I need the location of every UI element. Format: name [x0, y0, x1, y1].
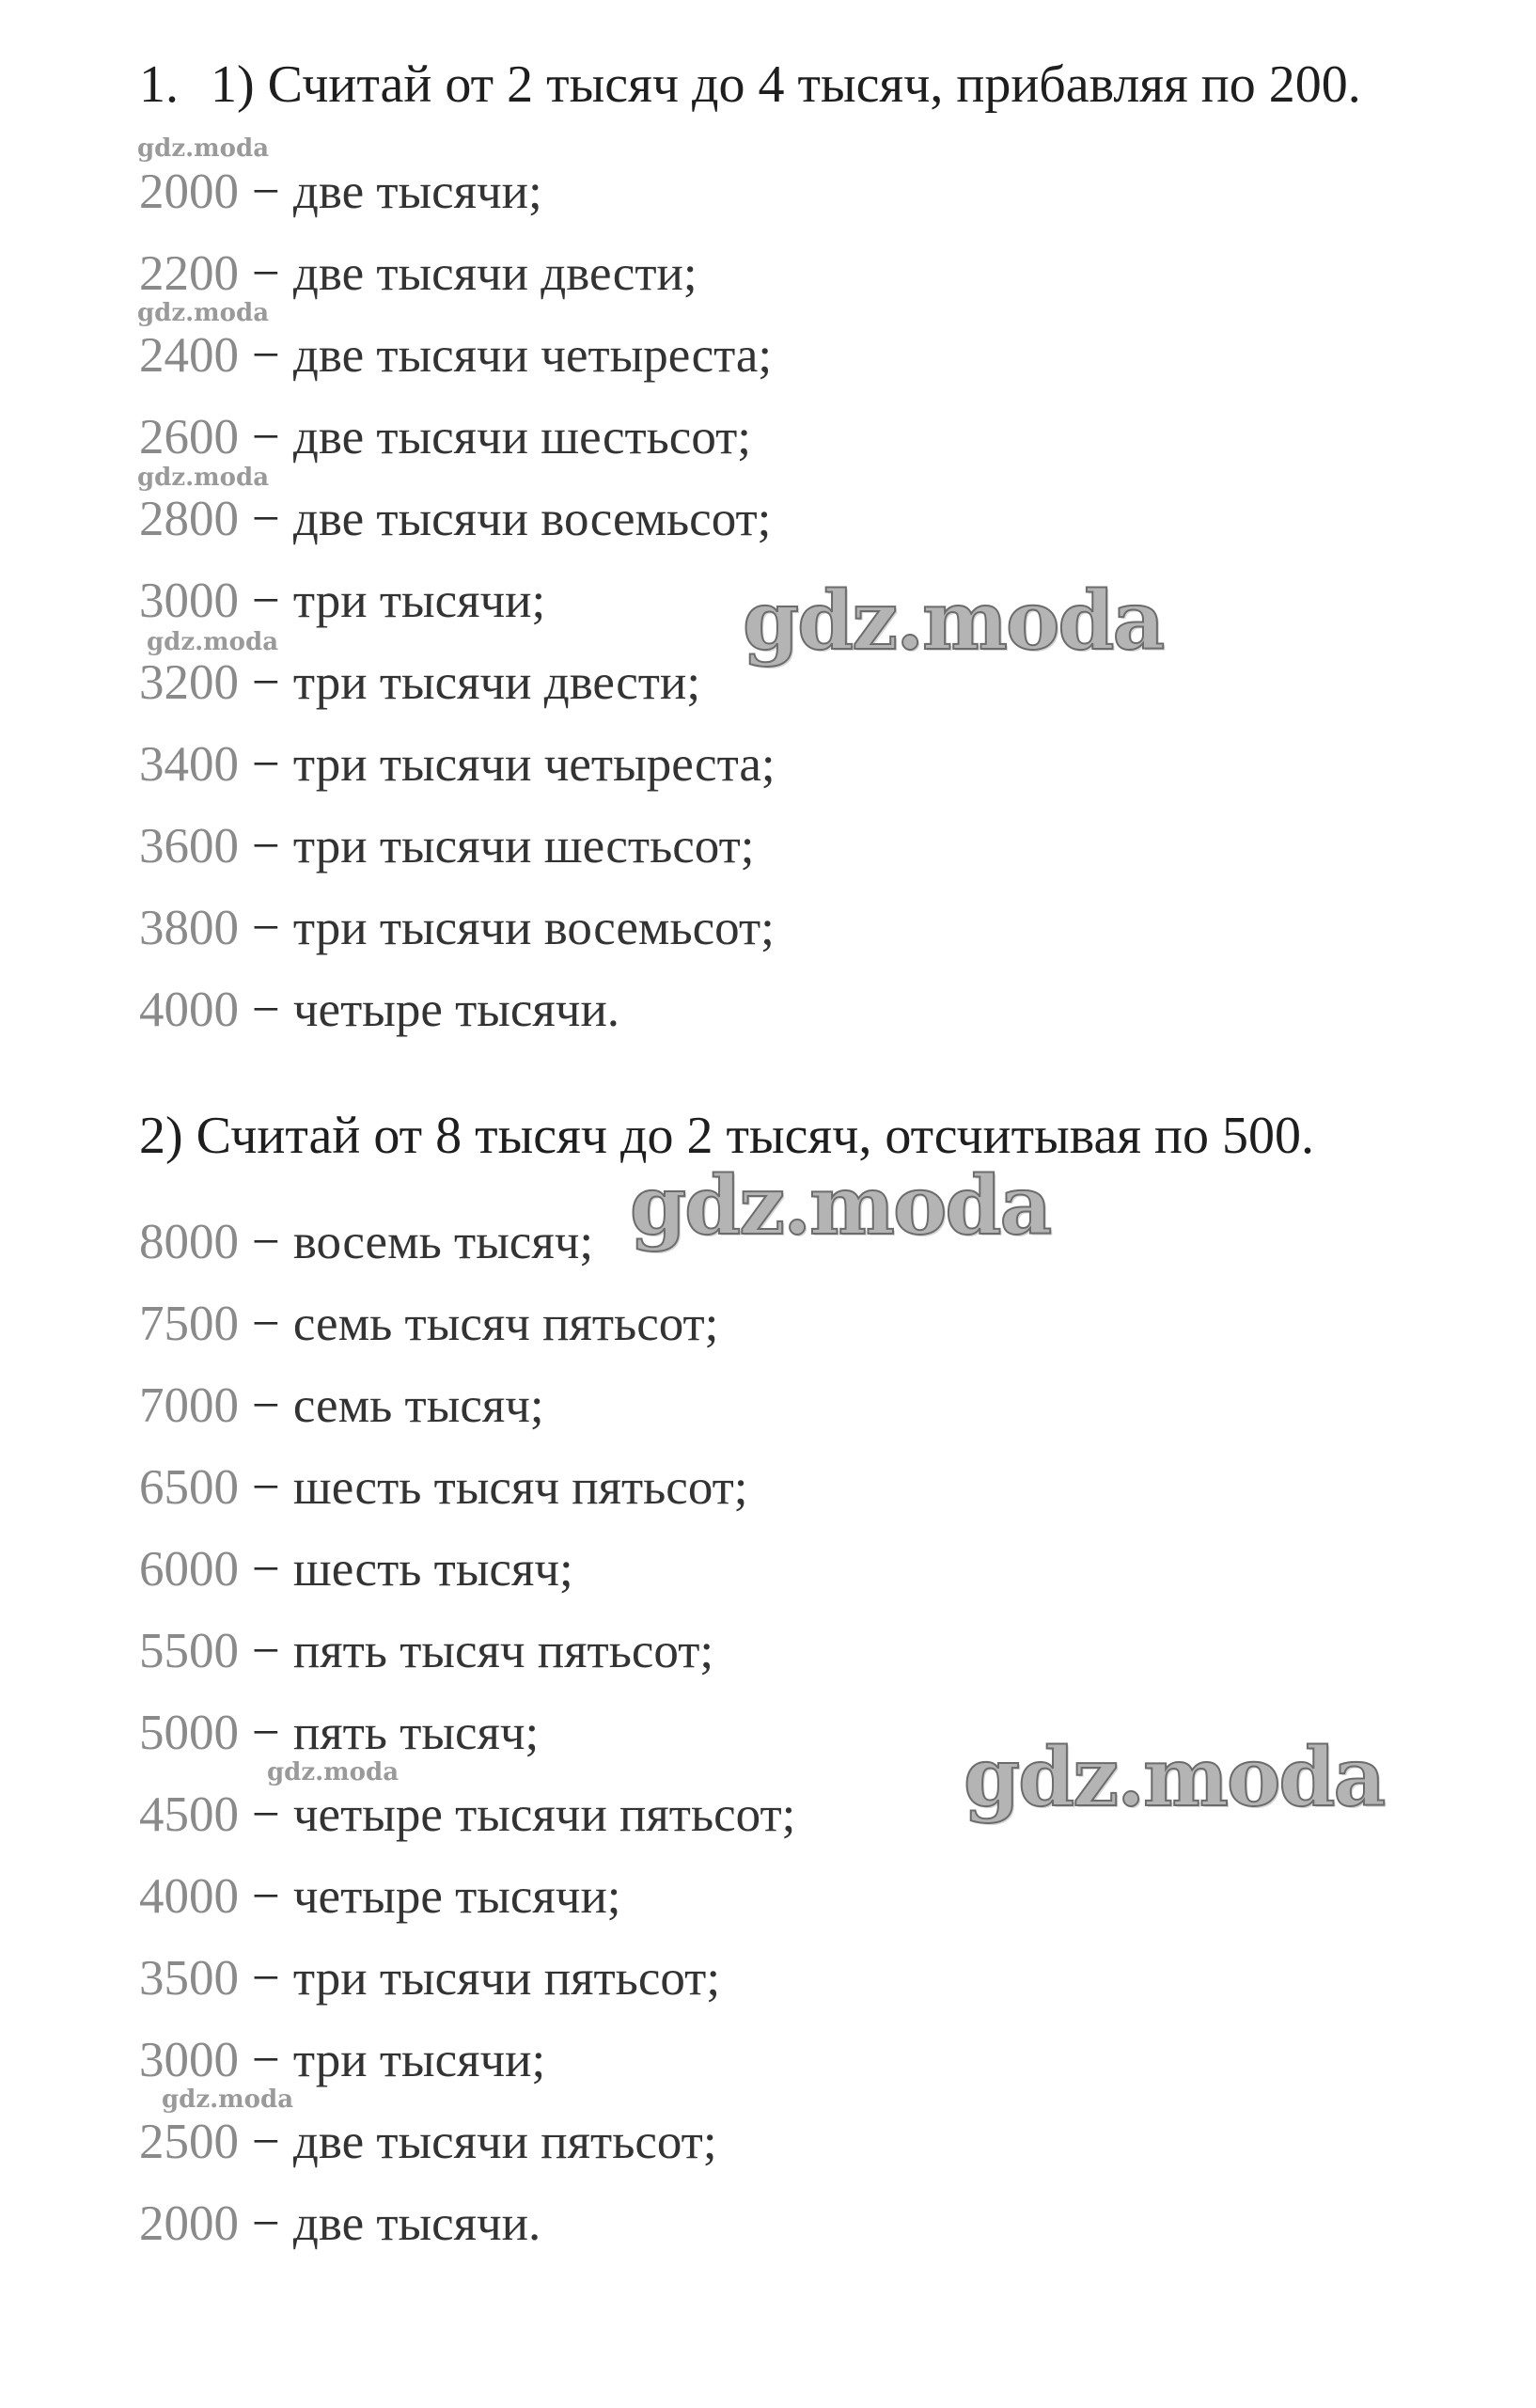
line-dash: − [252, 328, 280, 383]
part2-line [139, 1542, 573, 1597]
part1-heading [139, 55, 1361, 114]
line-words: две тысячи. [292, 2196, 541, 2251]
part2-line [139, 2117, 717, 2167]
line-dash: − [252, 1378, 280, 1433]
line-value: 6000 [139, 1542, 239, 1597]
line-value: 2000 [139, 2196, 239, 2251]
part2-line [139, 1460, 748, 1515]
watermark-small: gdz.moda [137, 134, 270, 163]
line-value: 2600 [139, 410, 239, 464]
line-words: восемь тысяч; [292, 1215, 594, 1269]
line-dash: − [252, 1869, 280, 1924]
line-dash: − [252, 1542, 280, 1597]
line-dash: − [252, 410, 280, 464]
line-words: семь тысяч; [292, 1378, 544, 1433]
part2-line [139, 1951, 721, 2006]
line-value: 7500 [139, 1297, 239, 1351]
line-value: 2500 [139, 2115, 239, 2169]
part1-line [139, 167, 542, 217]
part2-line [139, 2196, 541, 2251]
line-value: 4000 [139, 1869, 239, 1924]
line-words: шесть тысяч пятьсот; [292, 1460, 748, 1515]
line-value: 3000 [139, 574, 239, 628]
line-dash: − [252, 1460, 280, 1515]
part2-line [139, 1869, 621, 1924]
part1-line [139, 901, 775, 955]
line-value: 3500 [139, 1951, 239, 2006]
line-dash: − [252, 1624, 280, 1678]
part1-line [139, 737, 776, 792]
line-value: 2400 [139, 328, 239, 383]
line-value: 5500 [139, 1624, 239, 1678]
watermark-small: gdz.moda [137, 299, 270, 327]
line-value: 5000 [139, 1706, 239, 1760]
line-dash: − [252, 901, 280, 955]
part1-line [139, 492, 772, 546]
part2-line [139, 1299, 718, 1349]
line-words: три тысячи пятьсот; [292, 1951, 721, 2006]
line-value: 8000 [139, 1215, 239, 1269]
part1-line [139, 410, 752, 464]
part2-line [139, 2033, 546, 2087]
part1-line [139, 246, 697, 301]
line-dash: − [252, 655, 280, 710]
part2-line [139, 1787, 796, 1842]
line-words: четыре тысячи пятьсот; [292, 1787, 796, 1842]
watermark-large: gdz.moda [743, 574, 1164, 669]
line-value: 2200 [139, 246, 239, 301]
line-words: четыре тысячи. [292, 983, 620, 1037]
line-value: 3200 [139, 655, 239, 710]
line-dash: − [252, 819, 280, 873]
watermark-small: gdz.moda [147, 628, 279, 656]
part2-line [139, 1215, 594, 1269]
line-value: 7000 [139, 1378, 239, 1433]
line-words: семь тысяч пятьсот; [292, 1297, 719, 1351]
watermark-small: gdz.moda [137, 464, 270, 492]
part2-title: 2) Считай от 8 тысяч до 2 тысяч, отсчитывая по 500. [139, 1107, 1315, 1165]
task-number: 1. [139, 55, 179, 114]
line-words: две тысячи восемьсот; [292, 492, 772, 546]
part1-line [139, 985, 619, 1035]
line-value: 3800 [139, 901, 239, 955]
line-words: три тысячи четыреста; [292, 737, 776, 792]
watermark-small: gdz.moda [162, 2085, 294, 2114]
part1-line [139, 576, 545, 626]
line-words: две тысячи шестьсот; [292, 410, 752, 464]
line-value: 3000 [139, 2033, 239, 2087]
line-words: две тысячи; [292, 165, 542, 219]
part2-line [139, 1708, 539, 1758]
line-dash: − [252, 737, 280, 792]
line-dash: − [252, 492, 280, 546]
line-dash: − [252, 574, 280, 628]
part1-line [139, 328, 773, 383]
line-dash: − [252, 1215, 280, 1269]
line-value: 2000 [139, 165, 239, 219]
line-dash: − [252, 1706, 280, 1760]
line-value: 3600 [139, 819, 239, 873]
line-dash: − [252, 983, 280, 1037]
line-value: 4000 [139, 983, 239, 1037]
watermark-large: gdz.moda [964, 1730, 1385, 1825]
watermark-large: gdz.moda [630, 1158, 1051, 1253]
line-dash: − [252, 2115, 280, 2169]
part2-heading [139, 1107, 1315, 1165]
line-words: две тысячи пятьсот; [292, 2115, 717, 2169]
line-value: 6500 [139, 1460, 239, 1515]
part1-line [139, 819, 755, 873]
line-value: 3400 [139, 737, 239, 792]
part1-line [139, 655, 701, 710]
part1-title: 1) Считай от 2 тысяч до 4 тысяч, прибавляя по 200. [211, 55, 1361, 114]
line-words: две тысячи двести; [292, 246, 697, 301]
part2-line [139, 1624, 714, 1678]
line-words: три тысячи двести; [292, 655, 701, 710]
line-words: три тысячи шестьсот; [292, 819, 755, 873]
line-dash: − [252, 165, 280, 219]
line-words: три тысячи; [292, 2033, 546, 2087]
watermark-small: gdz.moda [267, 1758, 400, 1786]
line-words: шесть тысяч; [292, 1542, 573, 1597]
line-dash: − [252, 246, 280, 301]
line-dash: − [252, 2033, 280, 2087]
line-words: три тысячи восемьсот; [292, 901, 775, 955]
line-words: пять тысяч пятьсот; [292, 1624, 714, 1678]
line-value: 2800 [139, 492, 239, 546]
line-words: три тысячи; [292, 574, 546, 628]
line-words: четыре тысячи; [292, 1869, 621, 1924]
line-dash: − [252, 1951, 280, 2006]
line-words: две тысячи четыреста; [292, 328, 773, 383]
part2-line [139, 1378, 544, 1433]
line-dash: − [252, 1297, 280, 1351]
line-dash: − [252, 2196, 280, 2251]
line-value: 4500 [139, 1787, 239, 1842]
line-words: пять тысяч; [292, 1706, 540, 1760]
line-dash: − [252, 1787, 280, 1842]
